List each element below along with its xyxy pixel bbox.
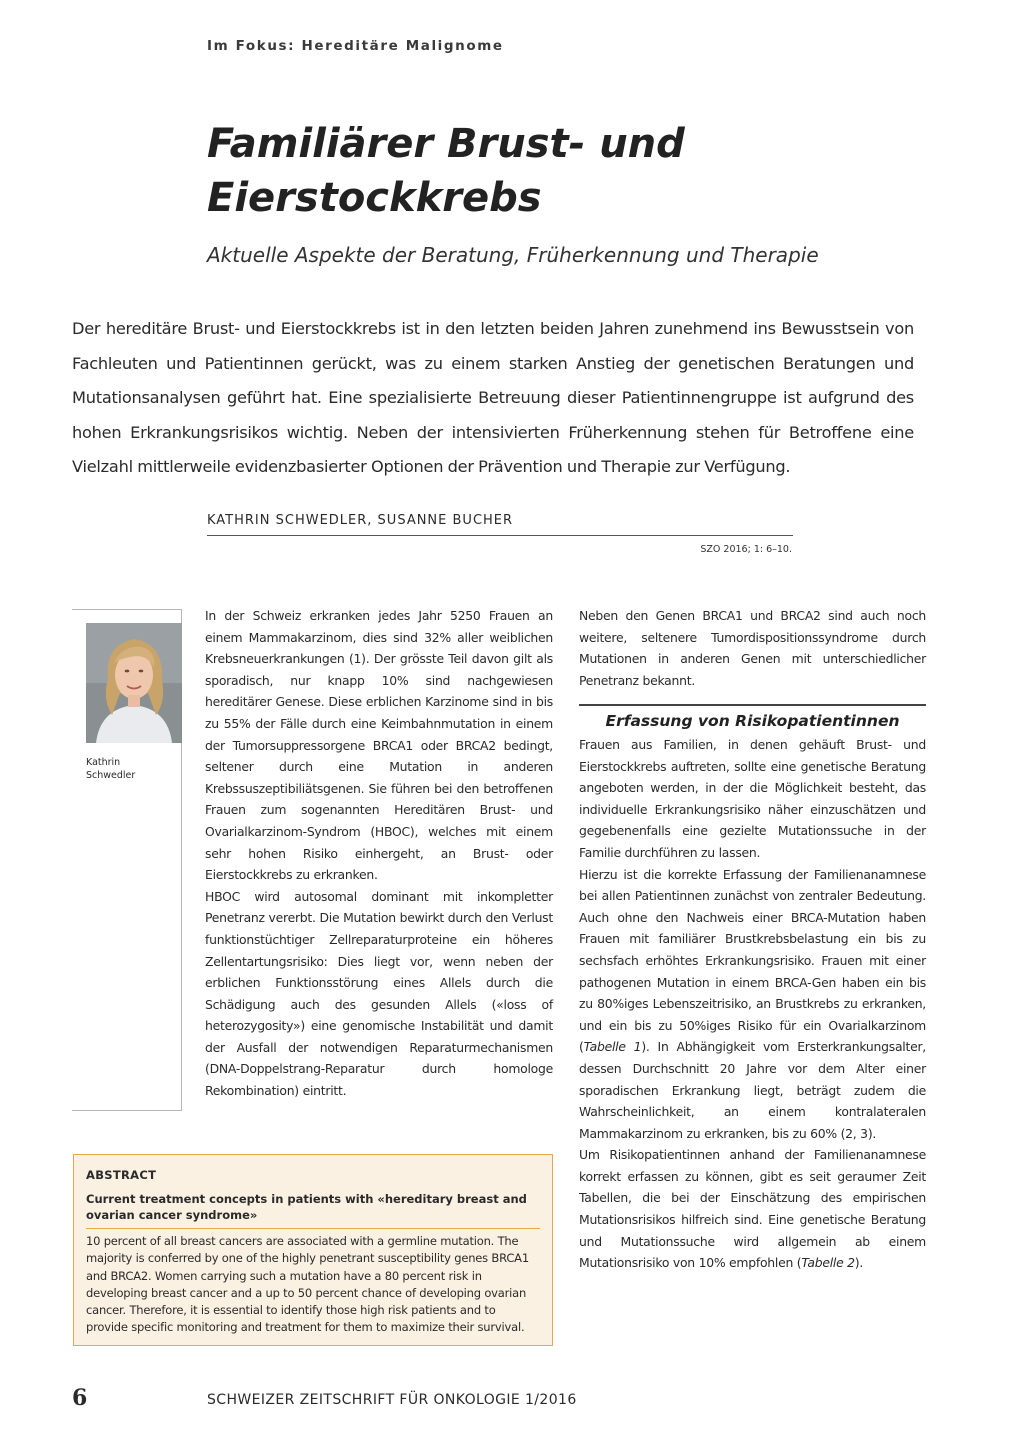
abstract-divider (86, 1228, 540, 1229)
abstract-text: 10 percent of all breast cancers are associated with a germline mutation. The majority is conferred by one of the highly penetrant susceptibility genes BRCA1 and BRCA2. Women carrying such a mutation have a 80 percent risk in developing breast cancer and a up to 50 percent chance of developing ovarian cancer. Therefore, it is essential to identify those high risk patients and to provide specific monitoring and treatment for them to maximize their survival. (86, 1234, 529, 1335)
abstract-box (73, 1154, 553, 1346)
article-subtitle: Aktuelle Aspekte der Beratung, Früherkennung und Therapie (207, 243, 819, 267)
body-column-right-top (579, 605, 926, 691)
section-heading-text: Erfassung von Risikopatientinnen (605, 712, 900, 730)
text-run: ). (854, 1255, 864, 1271)
caption-first-name: Kathrin (86, 757, 121, 768)
section-heading (579, 704, 926, 734)
author-line: KATHRIN SCHWEDLER, SUSANNE BUCHER (207, 513, 514, 528)
table-reference: Tabelle 2 (801, 1255, 855, 1271)
lead-paragraph: Der hereditäre Brust- und Eierstockkrebs ist in den letzten beiden Jahren zunehmend ins Bewusstsein von Fachleuten und Patientinnen gerückt, was zu einem starken Anstieg der genetischen Beratungen und Mutationsanalysen geführt hat. Eine spezialisierte Betreuung dieser Patientinnengruppe ist aufgrund des hohen Erkrankungsrisikos wichtig. Neben der intensivierten Früherkennung stehen für Betroffene eine Vielzahl mittlerweile evidenzbasierter Optionen der Prävention und Therapie zur Verfügung. (72, 319, 914, 476)
body-paragraph (579, 864, 926, 1145)
body-column-left (205, 605, 553, 1102)
text-run: Um Risikopatientinnen anhand der Familienanamnese korrekt erfassen zu können, gibt es seit geraumer Zeit Tabellen, die bei der Einschätzung des empirischen Mutationsrisikos hilfreich sind. Eine genetische Beratung und Mutationssuche wird allgemein ab einem Mutationsrisiko von 10% empfohlen ( (579, 1147, 926, 1271)
body-paragraph (579, 1144, 926, 1274)
abstract-heading: ABSTRACT (86, 1168, 157, 1182)
caption-last-name: Schwedler (86, 770, 136, 781)
body-paragraph: HBOC wird autosomal dominant mit inkompletter Penetranz vererbt. Die Mutation bewirkt durch den Verlust funktionstüchtiger Zellreparaturproteine ein höheres Zellentartungsrisiko: Dies liegt vor, wenn neben der erblichen Funktionsstörung eines Allels durch die Schädigung auch des gesunden Allels («loss of heterozygosity») eine genomische Instabilität und damit der Ausfall der notwendigen Reparaturmechanismen (DNA-Doppelstrang-Reparatur durch homologe Rekombination) eintritt. (205, 888, 553, 1099)
running-head: Im Fokus: Hereditäre Malignome (207, 38, 504, 54)
body-paragraph: Neben den Genen BRCA1 und BRCA2 sind auch noch weitere, seltenere Tumordispositionssyndrome durch Mutationen in anderen Genen mit unterschiedlicher Penetranz bekannt. (579, 608, 926, 688)
citation: SZO 2016; 1: 6–10. (700, 544, 792, 555)
text-run: Hierzu ist die korrekte Erfassung der Familienanamnese bei allen Patientinnen zunächst von zentraler Bedeutung. Auch ohne den Nachweis einer BRCA-Mutation haben Frauen mit familiärer Brustkrebsbelastung ein bis zu sechsfach erhöhtes Erkrankungsrisiko. Frauen mit einer pathogenen Mutation in einem BRCA-Gen haben ein bis zu 80%iges Lebenszeitrisiko, an Brustkrebs zu erkranken, und ein bis zu 50%iges Risiko für ein Ovarialkarzinom ( (579, 866, 926, 1055)
photo-caption (86, 756, 135, 782)
abstract-title: Current treatment concepts in patients with «hereditary breast and ovarian cancer syndrome» (86, 1192, 527, 1222)
page-number: 6 (72, 1385, 88, 1411)
body-column-right (579, 734, 926, 1274)
table-reference: Tabelle 1 (583, 1039, 642, 1055)
author-rule (207, 535, 793, 536)
author-portrait (86, 623, 182, 743)
text-run: ). In Abhängigkeit vom Ersterkrankungsalter, dessen Durchschnitt 20 Jahre vor dem Alter einer sporadischen Erkrankung liegt, beträgt zudem die Wahrscheinlichkeit, an einem kontralateralen Mammakarzinom zu erkranken, bis zu 60% (2, 3). (579, 1039, 926, 1141)
body-paragraph: Frauen aus Familien, in denen gehäuft Brust- und Eierstockkrebs auftreten, sollte eine genetische Beratung angeboten werden, in der die Möglichkeit besteht, das individuelle Erkrankungsrisiko näher einzuschätzen und gegebenenfalls eine gezielte Mutationssuche in der Familie durchführen zu lassen. (579, 737, 926, 860)
article-title: Familiärer Brust- und Eierstockkrebs (207, 121, 685, 221)
body-paragraph: In der Schweiz erkranken jedes Jahr 5250 Frauen an einem Mammakarzinom, dies sind 32% aller weiblichen Krebsneuerkrankungen (1). Der grösste Teil davon gilt als sporadisch, nur knapp 10% sind nachgewiesen hereditärer Genese. Diese erblichen Karzinome sind in bis zu 55% der Fälle durch eine Keimbahnmutation in einem der Tumorsuppressorgene BRCA1 oder BRCA2 bedingt, seltener durch eine Mutation in anderen Krebssuszeptibiliätsgenen. Sie führen bei den betroffenen Frauen zum sogenannten Hereditären Brust- und Ovarialkarzinom-Syndrom (HBOC), welches mit einem sehr hohen Risiko einhergeht, an Brust- oder Eierstockkrebs zu erkranken. (205, 608, 553, 883)
journal-footer: SCHWEIZER ZEITSCHRIFT FÜR ONKOLOGIE 1/2016 (207, 1392, 577, 1408)
